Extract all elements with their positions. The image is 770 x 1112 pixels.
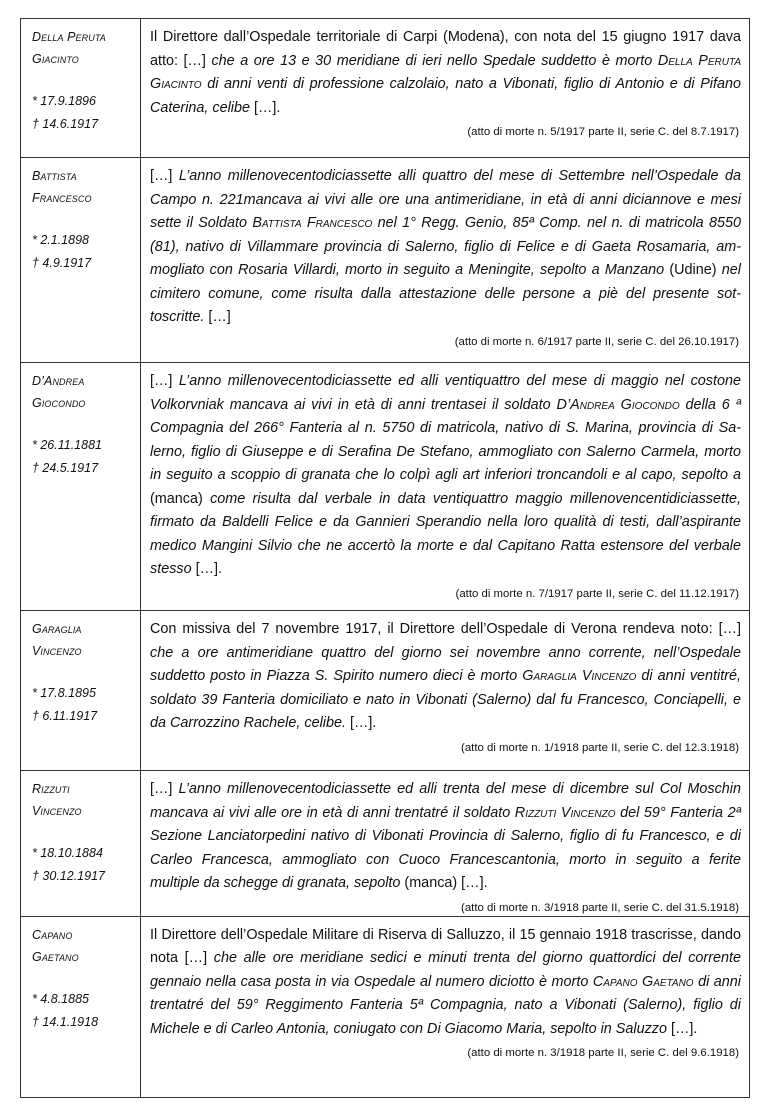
record-text-run: […]: [150, 373, 179, 389]
record-text: [150, 778, 741, 896]
birth-date: * 17.9.1896: [32, 94, 96, 108]
table-row: [21, 363, 750, 611]
death-record-citation: (atto di morte n. 6/1917 parte II, serie C. del 26.10.1917): [454, 335, 739, 348]
record-text-run: Con missiva del 7 novembre 1917, il Direttore dell’Ospedale di Verona rendeva noto: […]: [150, 621, 741, 637]
death-date: † 24.5.1917: [32, 461, 99, 475]
person-given-name: Giacinto: [32, 52, 79, 66]
quoted-text: che alle ore meridiane sedici e minuti trenta del giorno quattordici del corrente gennaio nella casa posta in via Ospedale al numero diciotto è morto: [150, 950, 741, 990]
record-text-run: Il Direttore dall’Ospedale territoriale di Carpi (Modena), con nota del 15 giugno 1917 dava atto: […]: [150, 29, 741, 69]
record-text-run: […]: [204, 309, 231, 325]
quoted-text: nel cimitero comune, come risulta dalla attestazione delle persone a piè del presente sottoscritte.: [150, 262, 742, 325]
table-row: [21, 916, 750, 1097]
soldier-name: Rizzuti Vincenzo: [514, 804, 616, 821]
record-text-run: […].: [191, 561, 222, 577]
table-row: [21, 611, 750, 771]
person-surname: Capano: [32, 927, 73, 942]
person-surname: Garaglia: [32, 622, 82, 636]
record-cell: [141, 19, 750, 158]
quoted-text: come risulta dal verbale in data ventiquattro maggio millenovencentidiciassette, firmato da Baldelli Felice e da Gannieri Sperandio nella loro qualità di testi, dall’aspirante medico Mangini Silvio che ne accertò la morte e dal Capitano Ratta estensore del verbale stesso: [150, 490, 742, 577]
person-cell: [21, 771, 141, 917]
person-surname: Rizzuti: [32, 782, 70, 796]
record-cell: [141, 363, 750, 611]
record-text-run: […]: [150, 781, 179, 797]
record-text-run: (manca) […].: [400, 875, 488, 891]
person-given-name: Giocondo: [32, 396, 86, 410]
birth-date: * 17.8.1895: [32, 686, 96, 700]
birth-date: * 4.8.1885: [32, 991, 89, 1006]
soldier-name: Della Peruta Giacinto: [150, 52, 741, 92]
records-table: [20, 18, 750, 1098]
quoted-text: di anni venti di professione calzolaio, nato a Vibonati, figlio di Antonio e di Pifano Caterina, celibe: [150, 76, 741, 116]
life-dates: [32, 90, 140, 136]
life-dates: [32, 682, 140, 728]
soldier-name: D’Andrea Giocondo: [556, 396, 680, 413]
record-text: [150, 618, 741, 736]
person-surname: Battista: [32, 169, 77, 183]
record-text-run: Il Direttore dell’Ospedale Militare di Riserva di Salluzzo, il 15 gennaio 1918 trascrisse, dando nota […]: [150, 926, 741, 966]
record-text-run: […].: [250, 99, 281, 116]
quoted-text: del 59° Fanteria 2ª Sezione Lanciatorpedini nativo di Vibonati Provincia di Salerno, figlio di fu Francesco, e di Carleo Francesca, ammogliato con Cuoco Francescantonia, morto in seguito a ferite multiple da schegge di granata, sepolto: [150, 804, 741, 891]
table-row: [21, 771, 750, 917]
death-record-citation: (atto di morte n. 7/1917 parte II, serie C. del 11.12.1917): [455, 587, 739, 600]
quoted-text: L’anno millenovecentodiciassette ed alli trenta del mese di dicembre sul Col Moschin mancava ai vivi alle ore in età di anni trentatré il soldato: [150, 781, 741, 821]
record-text: [150, 165, 741, 330]
death-date: † 4.9.1917: [32, 256, 92, 270]
record-text: [150, 924, 741, 1042]
person-given-name: Vincenzo: [32, 804, 82, 818]
life-dates: [32, 434, 140, 480]
death-date: † 6.11.1917: [32, 709, 98, 723]
person-cell: [21, 363, 141, 611]
person-cell: [21, 611, 141, 771]
quoted-text: che a ore 13 e 30 meridiane di ieri nello Spedale suddetto è morto: [211, 52, 658, 69]
death-date: † 14.1.1918: [32, 1014, 99, 1029]
life-dates: [32, 842, 140, 888]
person-given-name: Vincenzo: [32, 644, 82, 658]
death-record-citation: (atto di morte n. 3/1918 parte II, serie C. del 9.6.1918): [467, 1047, 739, 1059]
quoted-text: della 6 ª Compagnia del 266° Fanteria al n. 5750 di matricola, nativo di S. Marina, provincia di Salerno, figlio di Giuseppe e di Serafina De Stefano, ammogliato con Salerno Carmela, morto in seguito a scoppio di granata che lo colpì agli art inferiori troncandoli e al capo, sepolto a: [150, 396, 741, 483]
person-cell: [21, 19, 141, 158]
record-text-run: […].: [667, 1020, 698, 1037]
person-cell: [21, 916, 141, 1097]
table-row: [21, 158, 750, 363]
death-record-citation: (atto di morte n. 1/1918 parte II, serie C. del 12.3.1918): [461, 741, 739, 754]
person-cell: [21, 158, 141, 363]
life-dates: [32, 988, 140, 1034]
record-text-run: (manca): [150, 490, 211, 507]
record-text-run: […].: [345, 715, 377, 731]
birth-date: * 2.1.1898: [32, 233, 89, 247]
person-given-name: Francesco: [32, 191, 92, 205]
quoted-text: che a ore antimeridiane quattro del giorno sei novembre anno corrente, nell’Ospedale suddetto posto in Piazza S. Spirito numero dieci è morto: [150, 644, 741, 684]
death-record-citation: (atto di morte n. 5/1917 parte II, serie C. del 8.7.1917): [467, 126, 739, 138]
death-record-citation: (atto di morte n. 3/1918 parte II, serie C. del 31.5.1918): [461, 901, 739, 914]
person-surname: Della Peruta: [32, 30, 106, 44]
death-date: † 14.6.1917: [32, 117, 99, 131]
record-text-run: (Udine): [664, 262, 722, 278]
record-text: [150, 370, 741, 582]
person-given-name: Gaetano: [32, 949, 79, 964]
quoted-text: L’anno millenovecentodiciassette alli quattro del mese di Settembre nell’Ospedale da Campo n. 221mancava ai vivi alle ore una antimeridiane, in età di anni diciannove e mesi sette il Soldato: [150, 168, 741, 231]
record-cell: [141, 611, 750, 771]
soldier-name: Battista Francesco: [252, 215, 373, 231]
quoted-text: nel 1° Regg. Genio, 85ª Comp. nel n. di matricola 8550 (81), nativo di Villammare provincia di Salerno, figlio di Felice e di Gaeta Rosamaria, ammogliato con Rosaria Villardi, morto in seguito a Meningite, sepolto a Manzano: [150, 215, 741, 278]
person-surname: D’Andrea: [32, 374, 85, 388]
record-cell: [141, 158, 750, 363]
table-row: [21, 19, 750, 158]
record-cell: [141, 771, 750, 917]
quoted-text: L’anno millenovecentodiciassette ed alli ventiquattro del mese di maggio nel costone Volkorvniak mancava ai vivi in età di anni trentasei il soldato: [150, 373, 741, 413]
birth-date: * 26.11.1881: [32, 438, 102, 452]
life-dates: [32, 229, 140, 275]
record-cell: [141, 916, 750, 1097]
soldier-name: Capano Gaetano: [592, 973, 694, 990]
record-text: [150, 26, 741, 120]
record-text-run: […]: [150, 168, 179, 184]
birth-date: * 18.10.1884: [32, 846, 103, 860]
soldier-name: Garaglia Vincenzo: [522, 668, 637, 684]
death-date: † 30.12.1917: [32, 869, 105, 883]
quoted-text: di anni ventitré, soldato 39 Fanteria domiciliato e nato in Vibonati (Salerno) dal fu Francesco, Conciapelli, e da Carrozzino Rachele, celibe.: [150, 668, 742, 731]
quoted-text: di anni trentatré del 59° Reggimento Fanteria 5ª Compagnia, nato a Vibonati (Salerno), figlio di Michele e di Carleo Antonia, coniugato con Di Giacomo Maria, sepolto in Saluzzo: [150, 973, 741, 1037]
